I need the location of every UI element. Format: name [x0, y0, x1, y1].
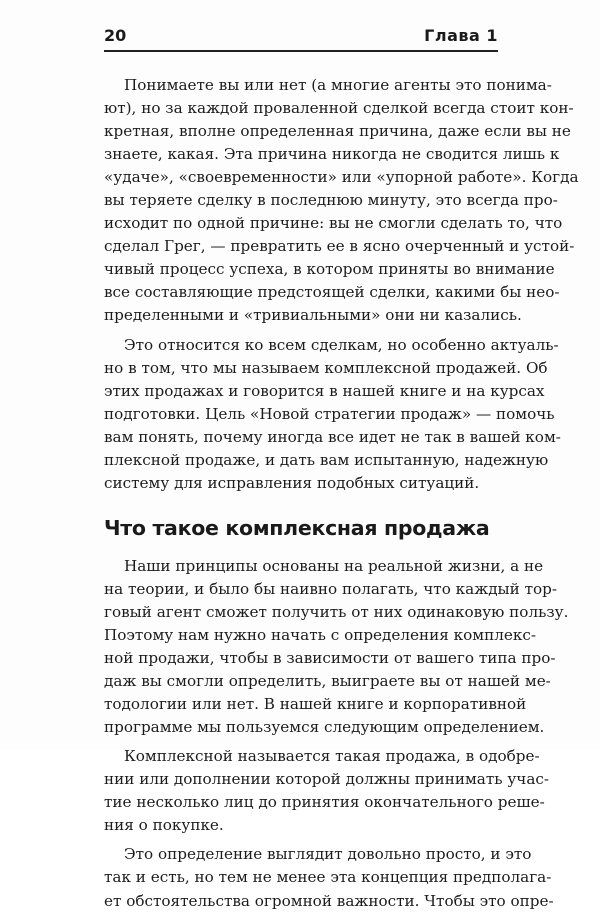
paragraph: [104, 843, 554, 912]
text-line: сделал Грег, — превратить ее в ясно очерченный и устой-: [104, 237, 575, 256]
text-line: плексной продаже, и дать вам испытанную, надежную: [104, 450, 549, 469]
text-line: нии или дополнении которой должны принимать учас-: [104, 770, 550, 789]
text-line: тие несколько лиц до принятия окончательного реше-: [104, 793, 545, 812]
paragraph: [104, 74, 579, 328]
text-line: тодологии или нет. В нашей книге и корпоративной: [104, 695, 527, 714]
text-line: кретная, вполне определенная причина, даже если вы не: [104, 122, 571, 141]
text-line: Это относится ко всем сделкам, но особенно актуаль-: [124, 335, 559, 354]
text-line: Комплексной называется такая продажа, в одобре-: [124, 747, 540, 766]
text-line: исходит по одной причине: вы не смогли сделать то, что: [104, 214, 563, 233]
text-line: знаете, какая. Эта причина никогда не сводится лишь к: [104, 145, 560, 164]
text-line: все составляющие предстоящей сделки, какими бы нео-: [104, 283, 560, 302]
paragraph: [104, 555, 569, 739]
text-line: «удаче», «своевременности» или «упорной работе». Когда: [104, 168, 579, 187]
text-line: Понимаете вы или нет (а многие агенты это понима-: [124, 76, 552, 94]
text-line: так и есть, но тем не менее эта концепция предполага-: [104, 868, 552, 887]
text-line: программе мы пользуемся следующим определением.: [104, 718, 545, 737]
text-line: пределенными и «тривиальными» они ни казались.: [104, 306, 522, 325]
running-header: [104, 22, 498, 52]
text-line: даж вы смогли определить, выиграете вы от нашей ме-: [104, 672, 551, 691]
text-line: систему для исправления подобных ситуаций.: [104, 473, 480, 492]
text-line: чивый процесс успеха, в котором приняты во внимание: [104, 260, 555, 279]
text-line: но в том, что мы называем комплексной продажей. Об: [104, 358, 548, 377]
text-line: ют), но за каждой проваленной сделкой всегда стоит кон-: [104, 99, 574, 118]
text-line: вы теряете сделку в последнюю минуту, это всегда про-: [104, 191, 558, 210]
chapter-label: Глава 1: [424, 26, 498, 45]
text-line: ет обстоятельства огромной важности. Чтобы это опре-: [104, 891, 554, 910]
paragraphs-before-heading: [104, 74, 579, 495]
section-heading: Что такое комплексная продажа: [104, 515, 490, 540]
text-line: этих продажах и говорится в нашей книге и на курсах: [104, 381, 545, 400]
body-text: [104, 74, 579, 919]
page-number: 20: [104, 26, 127, 45]
text-line: Поэтому нам нужно начать с определения комплекс-: [104, 625, 537, 644]
text-line: подготовки. Цель «Новой стратегии продаж» — помочь: [104, 404, 555, 423]
paragraph: [104, 334, 561, 495]
text-line: ной продажи, чтобы в зависимости от вашего типа про-: [104, 649, 556, 668]
paragraph: [104, 745, 550, 837]
paragraphs-after-heading: [104, 555, 569, 913]
text-line: на теории, и было бы наивно полагать, что каждый тор-: [104, 579, 557, 598]
text-line: Это определение выглядит довольно просто, и это: [124, 845, 532, 864]
text-line: ния о покупке.: [104, 816, 224, 835]
text-line: Наши принципы основаны на реальной жизни, а не: [124, 556, 544, 575]
text-line: вам понять, почему иногда все идет не так в вашей ком-: [104, 427, 561, 446]
text-line: говый агент сможет получить от них одинаковую пользу.: [104, 602, 569, 621]
